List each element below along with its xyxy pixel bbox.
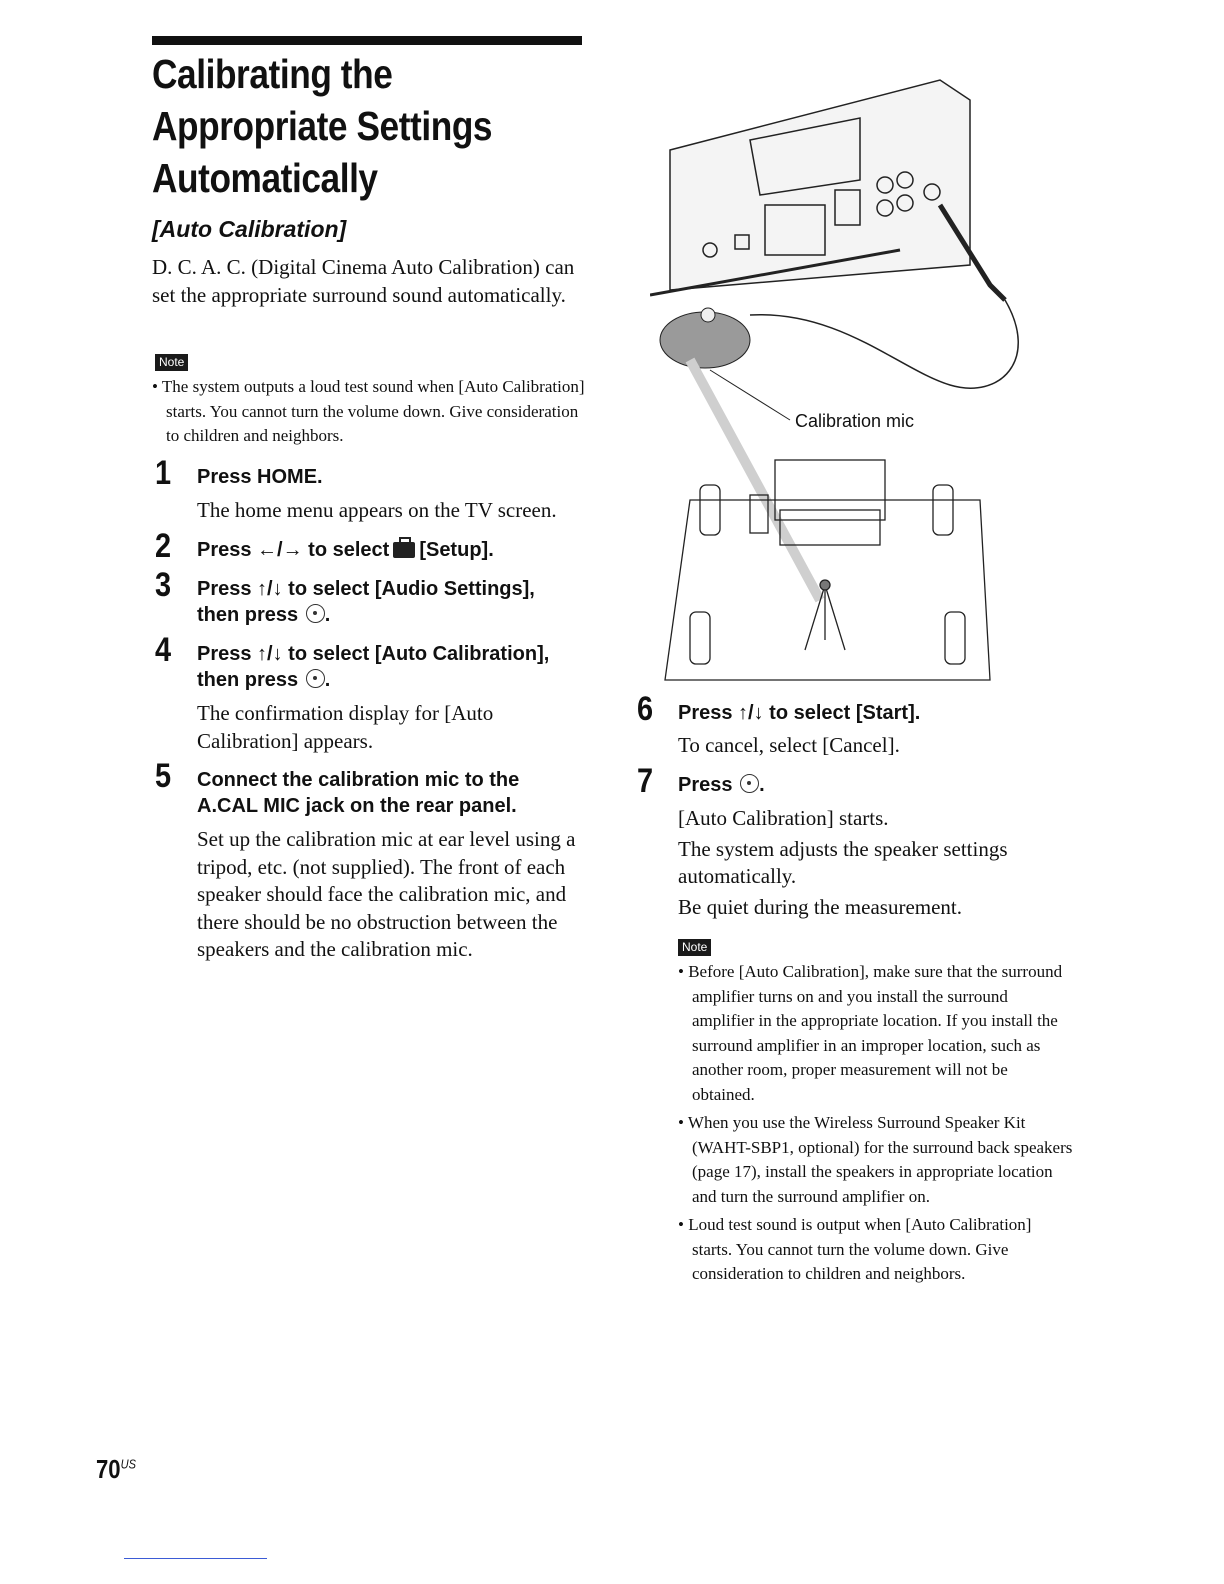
diagram-label: Calibration mic bbox=[795, 411, 915, 431]
front-left-speaker bbox=[700, 485, 720, 535]
step-heading: Connect the calibration mic to the A.CAL MIC jack on the rear panel. bbox=[197, 769, 520, 817]
footer-rule bbox=[124, 1558, 267, 1559]
note-text: • The system outputs a loud test sound when [Auto Calibration] starts. You cannot turn the volume down. Give consideration to children and neighbors. bbox=[152, 377, 585, 445]
step-body: The confirmation display for [Auto Calibration] appears. bbox=[197, 701, 494, 753]
step-number: 7 bbox=[637, 762, 654, 800]
step-heading: Press ↑/↓ to select [Auto Calibration], then press . bbox=[197, 643, 550, 691]
step-heading: Press . bbox=[678, 774, 765, 796]
tv-stand bbox=[780, 510, 880, 545]
step-number: 6 bbox=[637, 690, 654, 728]
intro-paragraph: D. C. A. C. (Digital Cinema Auto Calibration) can set the appropriate surround sound automatically. bbox=[152, 255, 575, 307]
front-right-speaker bbox=[933, 485, 953, 535]
step-number: 3 bbox=[155, 566, 172, 604]
note-badge: Note bbox=[155, 354, 188, 371]
tripod bbox=[805, 585, 845, 650]
section-subtitle: [Auto Calibration] bbox=[152, 216, 347, 242]
enter-icon bbox=[306, 604, 325, 623]
step-body: [Auto Calibration] starts. The system adjusts the speaker settings automatically. Be quiet during the measurement. bbox=[678, 806, 1008, 919]
page-title: Calibrating the Appropriate Settings Automatically bbox=[152, 51, 493, 201]
enter-icon bbox=[740, 774, 759, 793]
step-heading: Press ↑/↓ to select [Start]. bbox=[678, 702, 921, 724]
connection-diagram bbox=[650, 40, 1030, 690]
surround-right-speaker bbox=[945, 612, 965, 664]
step-body: Set up the calibration mic at ear level using a tripod, etc. (not supplied). The front of each speaker should face the calibration mic, and there should be no obstruction between the speakers and the calibration mic. bbox=[197, 827, 576, 961]
step-number: 2 bbox=[155, 527, 172, 565]
step-heading: Press HOME. bbox=[197, 466, 323, 488]
surround-left-speaker bbox=[690, 612, 710, 664]
enter-icon bbox=[306, 669, 325, 688]
step-heading: Press ←/→ to select [Setup]. bbox=[197, 539, 494, 561]
tv-screen bbox=[775, 460, 885, 520]
page-number: $70^{US}$ bbox=[96, 1454, 136, 1484]
tripod-mic bbox=[820, 580, 830, 590]
mic-head bbox=[701, 308, 715, 322]
room-layout bbox=[665, 460, 990, 680]
toolbox-icon bbox=[393, 542, 415, 558]
step-body: The home menu appears on the TV screen. bbox=[197, 498, 557, 522]
step-body: To cancel, select [Cancel]. bbox=[678, 733, 900, 757]
step-number: 5 bbox=[155, 757, 172, 795]
rear-panel-outline bbox=[670, 80, 970, 290]
step-number: 4 bbox=[155, 631, 172, 669]
mic-cable bbox=[750, 300, 1018, 388]
mic-projection bbox=[690, 360, 820, 600]
step-number: 1 bbox=[155, 454, 172, 492]
note-badge: Note bbox=[678, 939, 711, 956]
step-heading: Press ↑/↓ to select [Audio Settings], then press . bbox=[197, 578, 535, 626]
title-rule bbox=[152, 36, 582, 45]
notes-list: • Before [Auto Calibration], make sure that the surround amplifier turns on and you install the surround amplifier in the appropriate location. If you install the surround amplifier in an improper location, such as another room, proper measurement will not be obtained. • When you use the Wireless Surround Speaker Kit (WAHT-SBP1, optional) for the surround back speakers (page 17), install the speakers in appropriate location and turn the surround amplifier on. • Loud test sound is output when [Auto Calibration] starts. You cannot turn the volume down. Give consideration to children and neighbors. bbox=[678, 962, 1073, 1283]
